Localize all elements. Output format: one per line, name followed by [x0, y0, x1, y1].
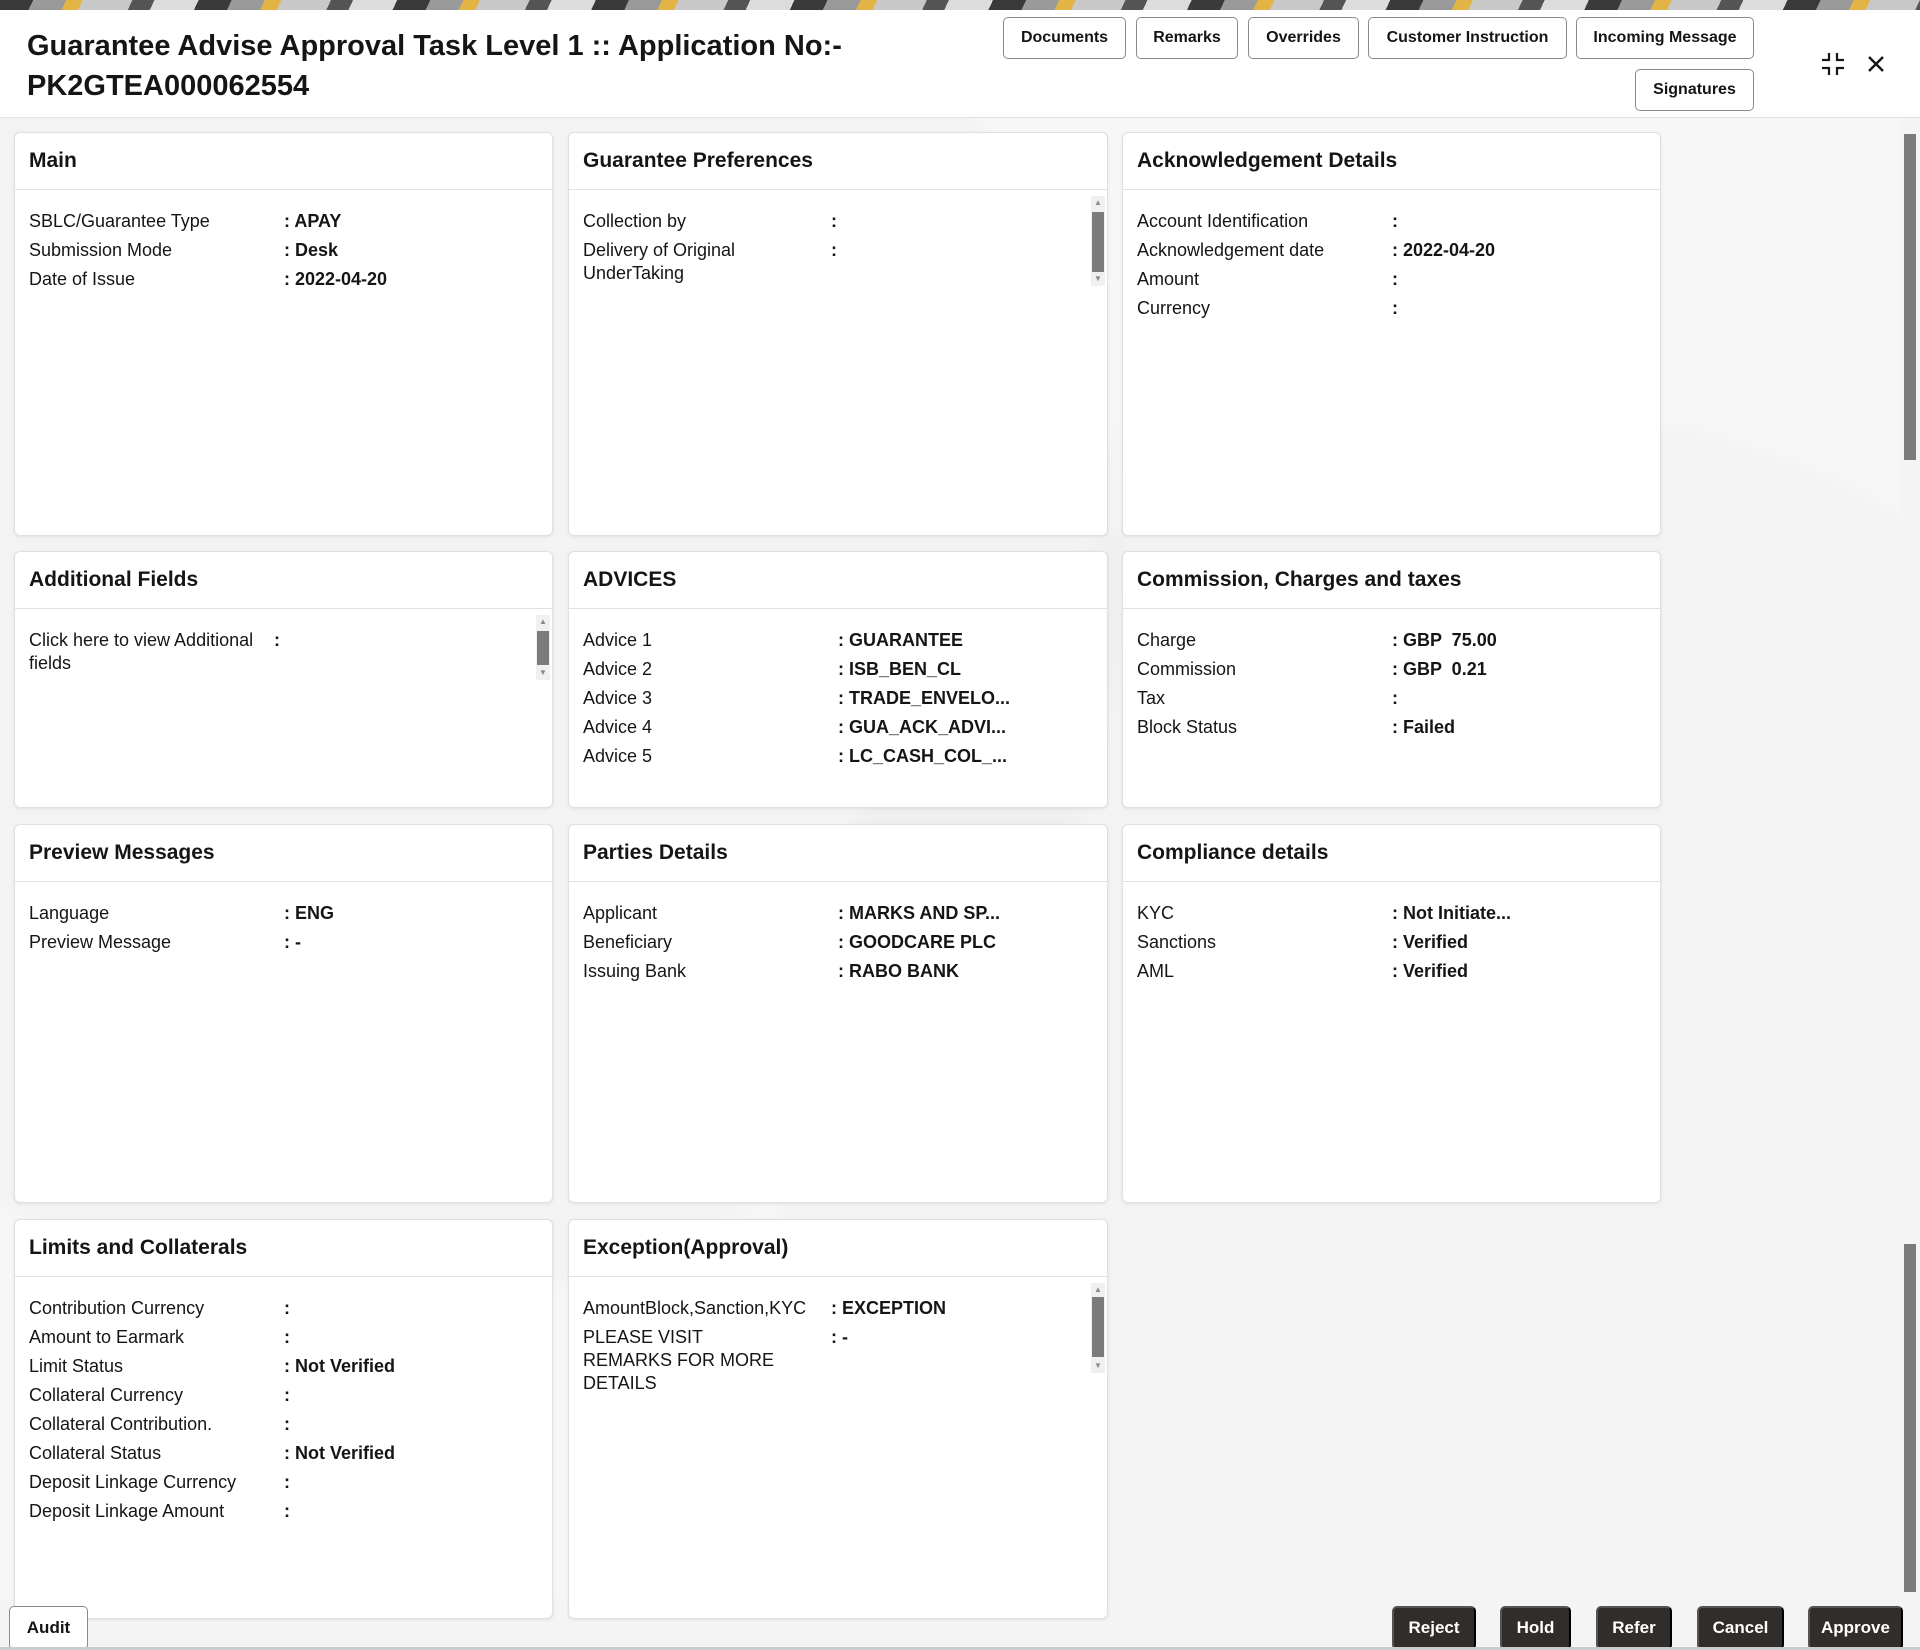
- row-contribution-currency: [29, 1297, 538, 1326]
- field-label: Amount to Earmark: [29, 1327, 185, 1347]
- row-guarantee-type: [29, 210, 538, 239]
- page-title: [27, 26, 927, 106]
- field-label: Advice 5: [583, 746, 653, 766]
- scroll-up-icon[interactable]: ▲: [539, 617, 547, 626]
- field-label: Tax: [1137, 688, 1166, 708]
- row-amount-to-earmark: [29, 1326, 538, 1355]
- row-collateral-contribution: [29, 1413, 538, 1442]
- card-scrollbar[interactable]: [1091, 196, 1105, 286]
- card-title: Main: [15, 133, 552, 190]
- row-view-additional-fields[interactable]: [29, 629, 538, 675]
- row-date-of-issue: [29, 268, 538, 297]
- field-value: :: [1392, 298, 1398, 318]
- main-content: [0, 119, 1900, 1599]
- customer-instruction-button[interactable]: Customer Instruction: [1368, 17, 1567, 59]
- row-exception-types: [583, 1297, 1093, 1326]
- row-submission-mode: [29, 239, 538, 268]
- field-label: Beneficiary: [583, 932, 673, 952]
- incoming-message-button[interactable]: Incoming Message: [1576, 17, 1754, 59]
- field-value: : TRADE_ENVELO...: [838, 688, 1011, 708]
- field-label: Applicant: [583, 903, 658, 923]
- card-title: Preview Messages: [15, 825, 552, 882]
- field-label: Date of Issue: [29, 269, 136, 289]
- field-value: :: [1392, 688, 1398, 708]
- field-label: AML: [1137, 961, 1175, 981]
- scrollbar-thumb[interactable]: [537, 631, 549, 665]
- field-value: :: [284, 1414, 290, 1434]
- field-value: :: [284, 1501, 290, 1521]
- card-title: Additional Fields: [15, 552, 552, 609]
- field-value: :: [284, 1298, 290, 1318]
- page-header: [0, 10, 1920, 118]
- row-currency: [1137, 297, 1646, 326]
- field-label: Advice 4: [583, 717, 653, 737]
- row-applicant: [583, 902, 1093, 931]
- field-value: : ENG: [284, 903, 335, 923]
- card-title: Limits and Collaterals: [15, 1220, 552, 1277]
- field-value: : -: [284, 932, 301, 952]
- field-value: :: [1392, 269, 1398, 289]
- card-parties-details: [568, 824, 1108, 1203]
- field-value: : 2022-04-20: [284, 269, 388, 289]
- close-icon[interactable]: [1860, 48, 1892, 80]
- card-main: [14, 132, 553, 536]
- row-block-status: [1137, 716, 1646, 745]
- page-scrollbar-thumb-bottom[interactable]: [1904, 1244, 1916, 1592]
- row-aml: [1137, 960, 1646, 989]
- field-label: KYC: [1137, 903, 1175, 923]
- field-value: : -: [831, 1327, 848, 1347]
- field-label: Sanctions: [1137, 932, 1217, 952]
- field-value: : Not Initiate...: [1392, 903, 1511, 923]
- card-acknowledgement-details: [1122, 132, 1661, 536]
- field-value: : Desk: [284, 240, 339, 260]
- field-value: : GUARANTEE: [838, 630, 963, 650]
- field-value: :: [284, 1385, 290, 1405]
- field-value: : 2022-04-20: [1392, 240, 1496, 260]
- field-value: :: [831, 211, 837, 231]
- card-commission-charges-taxes: [1122, 551, 1661, 808]
- field-value: : APAY: [284, 211, 342, 231]
- scroll-down-icon[interactable]: ▼: [1094, 274, 1102, 283]
- field-value: : LC_CASH_COL_...: [838, 746, 1008, 766]
- field-value: : ISB_BEN_CL: [838, 659, 962, 679]
- additional-fields-link[interactable]: Click here to view Additional fields: [29, 630, 254, 673]
- row-preview-message: [29, 931, 538, 960]
- field-value: :: [274, 630, 280, 650]
- card-title: Parties Details: [569, 825, 1107, 882]
- field-label: Account Identification: [1137, 211, 1309, 231]
- field-label: Contribution Currency: [29, 1298, 205, 1318]
- field-value: : GBP 0.21: [1392, 659, 1487, 679]
- row-deposit-linkage-amount: [29, 1500, 538, 1529]
- card-compliance-details: [1122, 824, 1661, 1203]
- field-label: Block Status: [1137, 717, 1238, 737]
- card-title: Guarantee Preferences: [569, 133, 1107, 190]
- field-value: : Not Verified: [284, 1443, 396, 1463]
- row-tax: [1137, 687, 1646, 716]
- scroll-down-icon[interactable]: ▼: [539, 668, 547, 677]
- top-decorative-band: [0, 0, 1920, 10]
- card-title: Acknowledgement Details: [1123, 133, 1660, 190]
- row-collateral-currency: [29, 1384, 538, 1413]
- cancel-button[interactable]: Cancel: [1697, 1606, 1784, 1650]
- field-value: : MARKS AND SP...: [838, 903, 1001, 923]
- action-footer: [0, 1599, 1920, 1650]
- field-label: Collateral Status: [29, 1443, 162, 1463]
- card-additional-fields: [14, 551, 553, 808]
- field-value: :: [284, 1327, 290, 1347]
- field-label: Submission Mode: [29, 240, 173, 260]
- card-title: Compliance details: [1123, 825, 1660, 882]
- field-label: Collateral Contribution.: [29, 1414, 213, 1434]
- row-advice-1: [583, 629, 1093, 658]
- field-label: Collection by: [583, 211, 687, 231]
- row-advice-3: [583, 687, 1093, 716]
- row-collateral-status: [29, 1442, 538, 1471]
- row-commission: [1137, 658, 1646, 687]
- scrollbar-thumb[interactable]: [1092, 1297, 1104, 1357]
- field-value: : Verified: [1392, 961, 1469, 981]
- field-label: Deposit Linkage Currency: [29, 1472, 237, 1492]
- field-value: :: [831, 240, 837, 260]
- page-scrollbar-thumb-top[interactable]: [1904, 134, 1916, 460]
- field-value: : GUA_ACK_ADVI...: [838, 717, 1007, 737]
- field-label: Limit Status: [29, 1356, 124, 1376]
- remarks-button[interactable]: Remarks: [1136, 17, 1238, 59]
- refer-button[interactable]: Refer: [1596, 1606, 1672, 1650]
- field-value: : RABO BANK: [838, 961, 959, 981]
- page-scrollbar[interactable]: [1902, 120, 1918, 1605]
- field-label: Delivery of Original UnderTaking: [583, 240, 736, 283]
- field-label: Preview Message: [29, 932, 172, 952]
- minimize-icon[interactable]: [1817, 48, 1849, 80]
- field-value: :: [1392, 211, 1398, 231]
- row-language: [29, 902, 538, 931]
- row-beneficiary: [583, 931, 1093, 960]
- field-value: : Not Verified: [284, 1356, 396, 1376]
- field-label: Charge: [1137, 630, 1197, 650]
- row-kyc: [1137, 902, 1646, 931]
- field-value: : GOODCARE PLC: [838, 932, 997, 952]
- card-preview-messages: [14, 824, 553, 1203]
- reject-button[interactable]: Reject: [1392, 1606, 1476, 1650]
- scrollbar-thumb[interactable]: [1092, 212, 1104, 272]
- overrides-button[interactable]: Overrides: [1248, 17, 1359, 59]
- field-label: Deposit Linkage Amount: [29, 1501, 225, 1521]
- scroll-down-icon[interactable]: ▼: [1094, 1361, 1102, 1370]
- row-charge: [1137, 629, 1646, 658]
- card-exception-approval: [568, 1219, 1108, 1619]
- card-guarantee-preferences: [568, 132, 1108, 536]
- field-label: Acknowledgement date: [1137, 240, 1325, 260]
- field-value: : Verified: [1392, 932, 1469, 952]
- card-title: Commission, Charges and taxes: [1123, 552, 1660, 609]
- approve-button[interactable]: Approve: [1808, 1606, 1903, 1650]
- field-label: Language: [29, 903, 110, 923]
- row-collection-by: [583, 210, 1093, 239]
- documents-button[interactable]: Documents: [1003, 17, 1126, 59]
- application-number: PK2GTEA000062554: [27, 70, 310, 102]
- field-value: : GBP 75.00: [1392, 630, 1497, 650]
- field-value: :: [284, 1472, 290, 1492]
- row-advice-4: [583, 716, 1093, 745]
- row-account-identification: [1137, 210, 1646, 239]
- field-label: Advice 3: [583, 688, 653, 708]
- signatures-button[interactable]: Signatures: [1635, 69, 1754, 111]
- row-sanctions: [1137, 931, 1646, 960]
- row-advice-5: [583, 745, 1093, 774]
- field-label: Advice 2: [583, 659, 653, 679]
- card-title: ADVICES: [569, 552, 1107, 609]
- row-deposit-linkage-currency: [29, 1471, 538, 1500]
- row-delivery-original: [583, 239, 1093, 285]
- row-advice-2: [583, 658, 1093, 687]
- card-limits-collaterals: [14, 1219, 553, 1619]
- field-label: Collateral Currency: [29, 1385, 184, 1405]
- field-label: PLEASE VISIT REMARKS FOR MORE DETAILS: [583, 1327, 775, 1393]
- title-line-1: Guarantee Advise Approval Task Level 1 :: Application No:-: [27, 30, 842, 62]
- card-scrollbar[interactable]: [1091, 1283, 1105, 1373]
- hold-button[interactable]: Hold: [1500, 1606, 1571, 1650]
- row-acknowledgement-date: [1137, 239, 1646, 268]
- card-advices: [568, 551, 1108, 808]
- card-scrollbar[interactable]: [536, 615, 550, 680]
- field-label: Currency: [1137, 298, 1211, 318]
- card-title: Exception(Approval): [569, 1220, 1107, 1277]
- field-label: Amount: [1137, 269, 1200, 289]
- scroll-up-icon[interactable]: ▲: [1094, 198, 1102, 207]
- field-label: SBLC/Guarantee Type: [29, 211, 210, 231]
- field-label: AmountBlock,Sanction,KYC: [583, 1298, 807, 1318]
- field-value: : Failed: [1392, 717, 1456, 737]
- row-amount: [1137, 268, 1646, 297]
- audit-button[interactable]: Audit: [9, 1606, 88, 1650]
- field-value: : EXCEPTION: [831, 1298, 947, 1318]
- field-label: Issuing Bank: [583, 961, 687, 981]
- field-label: Commission: [1137, 659, 1237, 679]
- row-issuing-bank: [583, 960, 1093, 989]
- field-label: Advice 1: [583, 630, 653, 650]
- scroll-up-icon[interactable]: ▲: [1094, 1285, 1102, 1294]
- row-visit-remarks: [583, 1326, 1093, 1395]
- row-limit-status: [29, 1355, 538, 1384]
